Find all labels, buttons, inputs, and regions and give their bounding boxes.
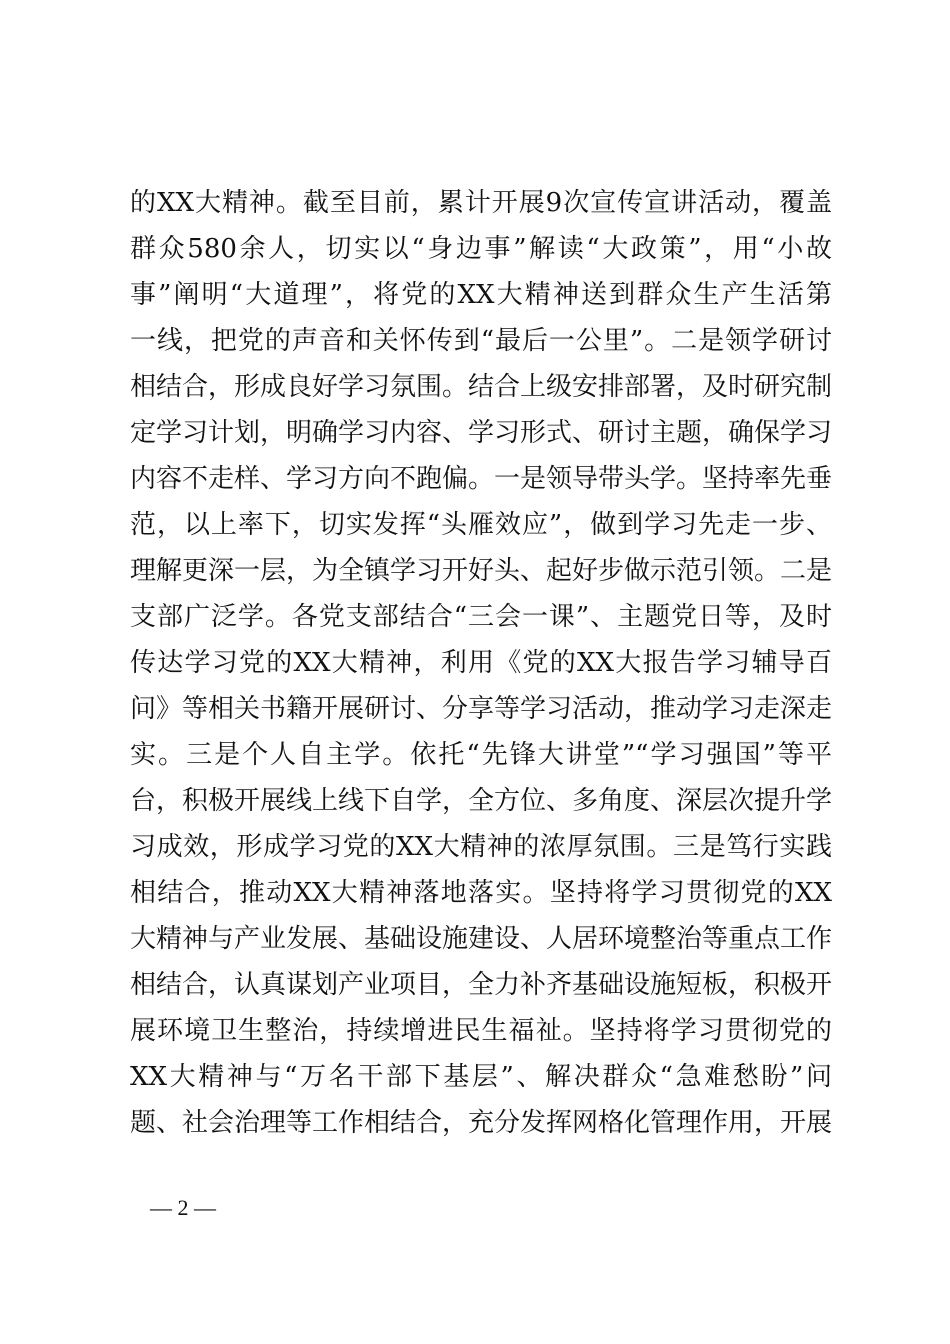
- text-line: 相结合，形成良好学习氛围。结合上级安排部署，及时研究制: [130, 372, 832, 402]
- text-line: 支部广泛学。各党支部结合“三会一课”、主题党日等，及时: [130, 602, 832, 632]
- text-line: 事”阐明“大道理”，将党的XX大精神送到群众生产生活第: [130, 280, 832, 310]
- text-line: 相结合，认真谋划产业项目，全力补齐基础设施短板，积极开: [130, 970, 832, 1000]
- text-line: 定学习计划，明确学习内容、学习形式、研讨主题，确保学习: [130, 418, 832, 448]
- text-line: 题、社会治理等工作相结合，充分发挥网格化管理作用，开展: [130, 1108, 832, 1138]
- text-line: 传达学习党的XX大精神，利用《党的XX大报告学习辅导百: [130, 648, 832, 678]
- text-line: XX大精神与“万名干部下基层”、解决群众“急难愁盼”问: [130, 1062, 832, 1092]
- page-number: — 2 —: [150, 1195, 216, 1220]
- text-line: 习成效，形成学习党的XX大精神的浓厚氛围。三是笃行实践: [130, 832, 832, 862]
- text-line: 理解更深一层，为全镇学习开好头、起好步做示范引领。二是: [130, 556, 832, 586]
- text-line: 的XX大精神。截至目前，累计开展9次宣传宣讲活动，覆盖: [130, 188, 832, 218]
- text-line: 群众580余人，切实以“身边事”解读“大政策”，用“小故: [130, 234, 832, 264]
- text-line: 内容不走样、学习方向不跑偏。一是领导带头学。坚持率先垂: [130, 464, 832, 494]
- body-text: [130, 180, 832, 1146]
- text-line: 大精神与产业发展、基础设施建设、人居环境整治等重点工作: [130, 924, 832, 954]
- text-line: 相结合，推动XX大精神落地落实。坚持将学习贯彻党的XX: [130, 878, 832, 908]
- text-line: 问》等相关书籍开展研讨、分享等学习活动，推动学习走深走: [130, 694, 832, 724]
- text-line: 台，积极开展线上线下自学，全方位、多角度、深层次提升学: [130, 786, 832, 816]
- text-line: 展环境卫生整治，持续增进民生福祉。坚持将学习贯彻党的: [130, 1016, 832, 1046]
- text-line: 一线，把党的声音和关怀传到“最后一公里”。二是领学研讨: [130, 326, 832, 356]
- text-line: 实。三是个人自主学。依托“先锋大讲堂”“学习强国”等平: [130, 740, 832, 770]
- text-line: 范，以上率下，切实发挥“头雁效应”，做到学习先走一步、: [130, 510, 832, 540]
